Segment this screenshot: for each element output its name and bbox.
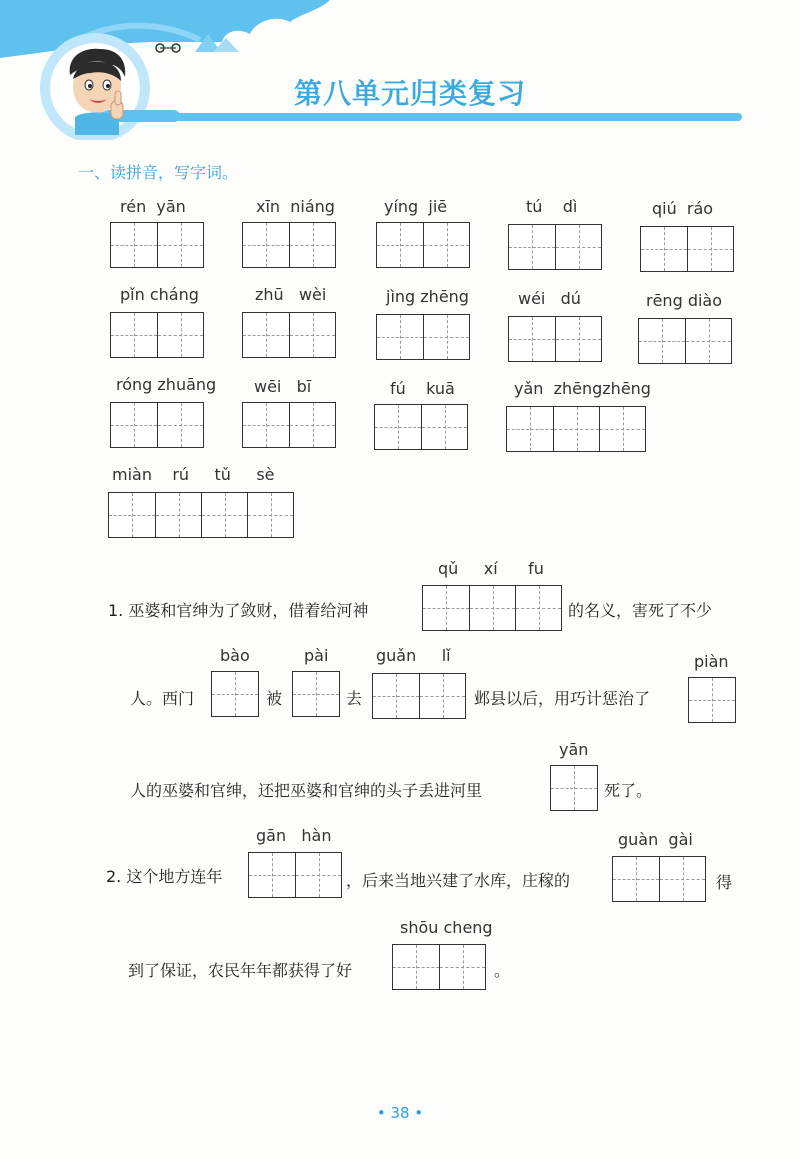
grid-cell[interactable]	[509, 317, 555, 361]
pinyin-label: shōu cheng	[400, 918, 493, 937]
answer-grid[interactable]	[422, 585, 562, 631]
grid-cell[interactable]	[289, 403, 335, 447]
answer-grid[interactable]	[640, 226, 734, 272]
answer-grid[interactable]	[638, 318, 732, 364]
grid-cell[interactable]	[201, 493, 247, 537]
grid-cell[interactable]	[243, 223, 289, 267]
answer-grid[interactable]	[108, 492, 294, 538]
grid-cell[interactable]	[639, 319, 685, 363]
question-2-text: 到了保证，农民年年都获得了好	[128, 961, 353, 980]
pinyin-label: wēi bī	[254, 377, 312, 396]
grid-cell[interactable]	[439, 945, 485, 989]
grid-cell[interactable]	[555, 317, 601, 361]
grid-cell[interactable]	[373, 674, 419, 718]
pinyin-label: guàn gài	[618, 830, 693, 849]
pinyin-label: qǔ xí fu	[438, 559, 544, 578]
grid-cell[interactable]	[243, 313, 289, 357]
answer-grid[interactable]	[110, 312, 204, 358]
pinyin-label: wéi dú	[518, 289, 581, 308]
answer-grid[interactable]	[372, 673, 466, 719]
pinyin-label: róng zhuāng	[116, 375, 217, 394]
question-2-text: 得	[716, 873, 733, 892]
pinyin-label: yān	[559, 740, 589, 759]
pinyin-label: zhū wèi	[255, 285, 327, 304]
answer-grid[interactable]	[242, 312, 336, 358]
grid-cell[interactable]	[249, 853, 295, 897]
pinyin-label: gān hàn	[256, 826, 332, 845]
grid-cell[interactable]	[507, 407, 553, 451]
grid-cell[interactable]	[157, 403, 203, 447]
pinyin-label: fú kuā	[390, 379, 455, 398]
grid-cell[interactable]	[377, 315, 423, 359]
question-2-text: ，后来当地兴建了水库，庄稼的	[346, 871, 571, 890]
grid-cell[interactable]	[247, 493, 293, 537]
grid-cell[interactable]	[509, 225, 555, 269]
grid-cell[interactable]	[423, 223, 469, 267]
question-2-text: 。	[494, 961, 511, 980]
question-1-text: 去	[346, 689, 363, 708]
grid-cell[interactable]	[109, 493, 155, 537]
answer-grid[interactable]	[688, 677, 736, 723]
pinyin-label: bào	[220, 646, 250, 665]
grid-cell[interactable]	[243, 403, 289, 447]
grid-cell[interactable]	[157, 223, 203, 267]
pinyin-label: rēng diào	[646, 291, 723, 310]
grid-cell[interactable]	[393, 945, 439, 989]
grid-cell[interactable]	[687, 227, 733, 271]
pinyin-label: rén yān	[120, 197, 186, 216]
grid-cell[interactable]	[289, 313, 335, 357]
answer-grid[interactable]	[506, 406, 646, 452]
grid-cell[interactable]	[421, 405, 467, 449]
pinyin-label: guǎn lǐ	[376, 646, 451, 665]
question-1-text: 邺县以后，用巧计惩治了	[474, 689, 651, 708]
question-1-text: 的名义，害死了不少	[568, 601, 713, 620]
page-title: 第八单元归类复习	[293, 77, 526, 110]
grid-cell[interactable]	[685, 319, 731, 363]
pinyin-label: qiú ráo	[652, 199, 714, 218]
grid-cell[interactable]	[295, 853, 341, 897]
grid-cell[interactable]	[551, 766, 597, 810]
pinyin-label: piàn	[694, 652, 729, 671]
answer-grid[interactable]	[211, 671, 259, 717]
question-1-text: 人的巫婆和官绅，还把巫婆和官绅的头子丢进河里	[130, 781, 483, 800]
section-heading: 一、读拼音，写字词。	[78, 163, 239, 182]
pinyin-label: miàn rú tǔ sè	[112, 465, 275, 484]
answer-grid[interactable]	[110, 222, 204, 268]
grid-cell[interactable]	[375, 405, 421, 449]
answer-grid[interactable]	[550, 765, 598, 811]
pinyin-label: pài	[304, 646, 329, 665]
question-1-text: 1. 巫婆和官绅为了敛财，借着给河神	[108, 601, 369, 620]
question-1-text: 死了。	[604, 781, 653, 800]
pinyin-label: yǎn zhēngzhēng	[514, 379, 651, 398]
grid-cell[interactable]	[111, 313, 157, 357]
question-1-text: 被	[266, 689, 283, 708]
answer-grid[interactable]	[248, 852, 342, 898]
grid-cell[interactable]	[469, 586, 515, 630]
answer-grid[interactable]	[508, 224, 602, 270]
grid-cell[interactable]	[289, 223, 335, 267]
grid-cell[interactable]	[111, 403, 157, 447]
grid-cell[interactable]	[419, 674, 465, 718]
question-2-text: 2. 这个地方连年	[106, 867, 223, 886]
grid-cell[interactable]	[613, 857, 659, 901]
page-number: • 38 •	[376, 1104, 424, 1122]
answer-grid[interactable]	[242, 402, 336, 448]
grid-cell[interactable]	[555, 225, 601, 269]
grid-cell[interactable]	[659, 857, 705, 901]
grid-cell[interactable]	[293, 672, 339, 716]
pinyin-label: yíng jiē	[384, 197, 448, 216]
grid-cell[interactable]	[515, 586, 561, 630]
grid-cell[interactable]	[423, 586, 469, 630]
answer-grid[interactable]	[612, 856, 706, 902]
answer-grid[interactable]	[376, 222, 470, 268]
pinyin-label: xīn niáng	[256, 197, 335, 216]
answer-grid[interactable]	[392, 944, 486, 990]
grid-cell[interactable]	[599, 407, 645, 451]
answer-grid[interactable]	[374, 404, 468, 450]
answer-grid[interactable]	[242, 222, 336, 268]
pinyin-label: jìng zhēng	[386, 287, 469, 306]
pinyin-label: pǐn cháng	[120, 285, 199, 304]
grid-cell[interactable]	[155, 493, 201, 537]
answer-grid[interactable]	[292, 671, 340, 717]
grid-cell[interactable]	[641, 227, 687, 271]
grid-cell[interactable]	[212, 672, 258, 716]
grid-cell[interactable]	[377, 223, 423, 267]
pinyin-label: tú dì	[526, 197, 578, 216]
answer-grid[interactable]	[508, 316, 602, 362]
boy-mascot-icon	[55, 45, 140, 135]
grid-cell[interactable]	[157, 313, 203, 357]
grid-cell[interactable]	[553, 407, 599, 451]
answer-grid[interactable]	[376, 314, 470, 360]
question-1-text: 人。西门	[130, 689, 195, 708]
grid-cell[interactable]	[423, 315, 469, 359]
grid-cell[interactable]	[111, 223, 157, 267]
answer-grid[interactable]	[110, 402, 204, 448]
grid-cell[interactable]	[689, 678, 735, 722]
